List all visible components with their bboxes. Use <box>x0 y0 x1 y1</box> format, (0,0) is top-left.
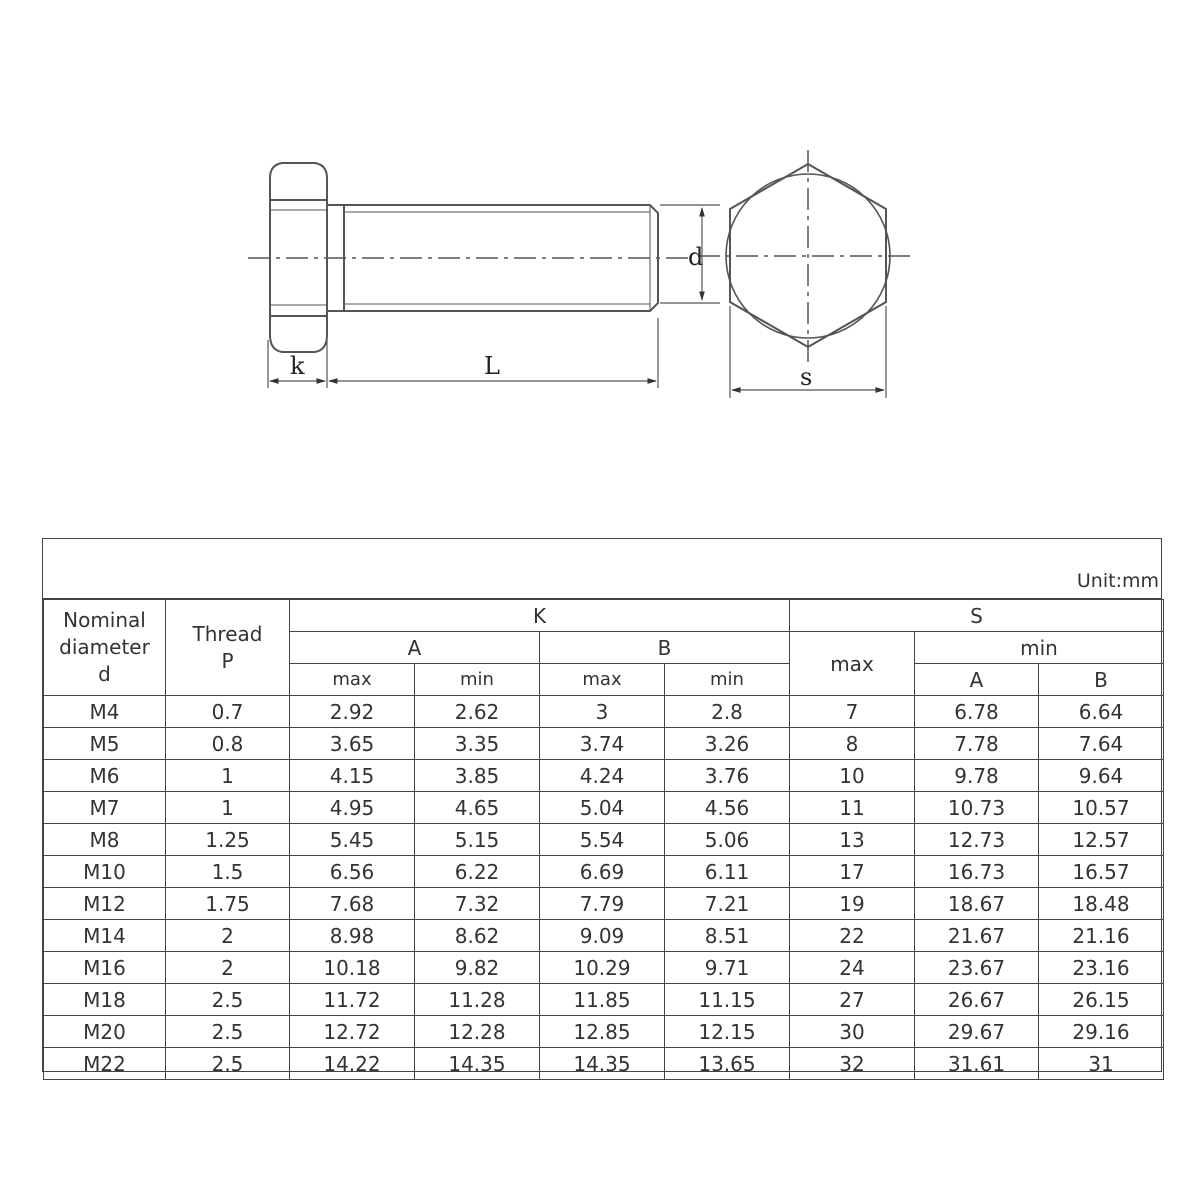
spec-grid <box>43 599 1164 1080</box>
cell-s-max: 30 <box>790 1016 915 1048</box>
cell-size: M12 <box>44 888 166 920</box>
cell-thread-pitch: 2.5 <box>166 1016 290 1048</box>
table-row <box>44 984 1164 1016</box>
cell-size: M16 <box>44 952 166 984</box>
cell-k-b-max: 6.69 <box>540 856 665 888</box>
cell-s-min-a: 10.73 <box>915 792 1039 824</box>
cell-thread-pitch: 1 <box>166 760 290 792</box>
cell-s-max: 17 <box>790 856 915 888</box>
cell-size: M22 <box>44 1048 166 1080</box>
cell-k-b-min: 4.56 <box>665 792 790 824</box>
cell-s-min-b: 7.64 <box>1039 728 1164 760</box>
cell-k-a-min: 9.82 <box>415 952 540 984</box>
cell-size: M18 <box>44 984 166 1016</box>
cell-s-min-b: 6.64 <box>1039 696 1164 728</box>
header-s: S <box>790 600 1164 632</box>
cell-k-b-max: 5.54 <box>540 824 665 856</box>
cell-k-b-min: 13.65 <box>665 1048 790 1080</box>
cell-k-a-min: 6.22 <box>415 856 540 888</box>
cell-k-b-max: 5.04 <box>540 792 665 824</box>
cell-s-max: 19 <box>790 888 915 920</box>
cell-k-b-min: 11.15 <box>665 984 790 1016</box>
cell-k-a-min: 7.32 <box>415 888 540 920</box>
cell-k-a-max: 6.56 <box>290 856 415 888</box>
cell-s-max: 11 <box>790 792 915 824</box>
cell-k-b-min: 3.76 <box>665 760 790 792</box>
cell-k-b-min: 9.71 <box>665 952 790 984</box>
cell-thread-pitch: 0.7 <box>166 696 290 728</box>
cell-s-min-a: 7.78 <box>915 728 1039 760</box>
cell-size: M20 <box>44 1016 166 1048</box>
cell-k-b-max: 14.35 <box>540 1048 665 1080</box>
cell-size: M7 <box>44 792 166 824</box>
cell-k-b-min: 7.21 <box>665 888 790 920</box>
cell-k-a-min: 12.28 <box>415 1016 540 1048</box>
cell-k-a-max: 12.72 <box>290 1016 415 1048</box>
unit-row <box>43 539 1161 599</box>
cell-k-a-max: 8.98 <box>290 920 415 952</box>
s-label: s <box>800 363 813 391</box>
cell-k-b-min: 3.26 <box>665 728 790 760</box>
cell-s-min-b: 10.57 <box>1039 792 1164 824</box>
header-nominal-diameter: Nominal diameter d <box>44 600 166 696</box>
cell-k-a-max: 10.18 <box>290 952 415 984</box>
cell-s-min-b: 12.57 <box>1039 824 1164 856</box>
header-k-a-min: min <box>415 664 540 696</box>
cell-k-a-max: 14.22 <box>290 1048 415 1080</box>
cell-k-a-min: 14.35 <box>415 1048 540 1080</box>
d-label: d <box>688 243 704 271</box>
cell-thread-pitch: 2 <box>166 952 290 984</box>
cell-size: M4 <box>44 696 166 728</box>
cell-s-max: 32 <box>790 1048 915 1080</box>
header-k-a: A <box>290 632 540 664</box>
cell-k-a-min: 4.65 <box>415 792 540 824</box>
cell-k-a-max: 5.45 <box>290 824 415 856</box>
cell-thread-pitch: 2.5 <box>166 1048 290 1080</box>
cell-size: M14 <box>44 920 166 952</box>
table-row <box>44 760 1164 792</box>
cell-k-b-max: 12.85 <box>540 1016 665 1048</box>
cell-s-min-b: 23.16 <box>1039 952 1164 984</box>
cell-k-b-max: 7.79 <box>540 888 665 920</box>
cell-thread-pitch: 2 <box>166 920 290 952</box>
header-k-b-max: max <box>540 664 665 696</box>
cell-s-min-a: 31.61 <box>915 1048 1039 1080</box>
cell-s-max: 10 <box>790 760 915 792</box>
header-k-b-min: min <box>665 664 790 696</box>
header-s-min-a: A <box>915 664 1039 696</box>
header-k-a-max: max <box>290 664 415 696</box>
table-row <box>44 1048 1164 1080</box>
cell-size: M5 <box>44 728 166 760</box>
cell-k-b-max: 3 <box>540 696 665 728</box>
cell-k-b-max: 10.29 <box>540 952 665 984</box>
table-row <box>44 792 1164 824</box>
cell-s-min-a: 16.73 <box>915 856 1039 888</box>
cell-s-min-b: 29.16 <box>1039 1016 1164 1048</box>
cell-thread-pitch: 0.8 <box>166 728 290 760</box>
cell-k-a-min: 11.28 <box>415 984 540 1016</box>
cell-k-a-max: 7.68 <box>290 888 415 920</box>
cell-s-min-a: 18.67 <box>915 888 1039 920</box>
cell-s-min-b: 26.15 <box>1039 984 1164 1016</box>
cell-k-a-max: 2.92 <box>290 696 415 728</box>
header-thread: Thread P <box>166 600 290 696</box>
cell-k-b-max: 3.74 <box>540 728 665 760</box>
cell-s-min-a: 12.73 <box>915 824 1039 856</box>
header-s-min: min <box>915 632 1164 664</box>
cell-s-min-a: 26.67 <box>915 984 1039 1016</box>
table-row <box>44 728 1164 760</box>
cell-k-b-max: 9.09 <box>540 920 665 952</box>
table-row <box>44 952 1164 984</box>
cell-s-min-b: 18.48 <box>1039 888 1164 920</box>
cell-thread-pitch: 1.25 <box>166 824 290 856</box>
cell-s-min-a: 21.67 <box>915 920 1039 952</box>
cell-k-b-min: 8.51 <box>665 920 790 952</box>
header-k-b: B <box>540 632 790 664</box>
cell-s-min-a: 9.78 <box>915 760 1039 792</box>
table-row <box>44 696 1164 728</box>
cell-size: M6 <box>44 760 166 792</box>
cell-k-b-max: 11.85 <box>540 984 665 1016</box>
k-label: k <box>290 352 305 380</box>
unit-label: Unit:mm <box>1076 570 1159 592</box>
cell-k-b-max: 4.24 <box>540 760 665 792</box>
table-row <box>44 824 1164 856</box>
bolt-spec-table <box>42 538 1162 1076</box>
cell-k-a-max: 11.72 <box>290 984 415 1016</box>
cell-k-a-min: 8.62 <box>415 920 540 952</box>
header-s-max: max <box>790 632 915 696</box>
table-row <box>44 888 1164 920</box>
cell-k-b-min: 6.11 <box>665 856 790 888</box>
cell-s-max: 22 <box>790 920 915 952</box>
cell-thread-pitch: 1.75 <box>166 888 290 920</box>
header-k: K <box>290 600 790 632</box>
table-row <box>44 920 1164 952</box>
hex-bolt-drawing <box>0 0 1200 520</box>
cell-k-b-min: 12.15 <box>665 1016 790 1048</box>
cell-size: M8 <box>44 824 166 856</box>
cell-s-min-b: 31 <box>1039 1048 1164 1080</box>
cell-s-max: 24 <box>790 952 915 984</box>
cell-k-b-min: 5.06 <box>665 824 790 856</box>
cell-s-min-b: 16.57 <box>1039 856 1164 888</box>
cell-s-min-a: 23.67 <box>915 952 1039 984</box>
cell-k-a-min: 5.15 <box>415 824 540 856</box>
cell-s-max: 13 <box>790 824 915 856</box>
cell-s-max: 27 <box>790 984 915 1016</box>
cell-s-min-a: 29.67 <box>915 1016 1039 1048</box>
cell-k-a-max: 4.15 <box>290 760 415 792</box>
cell-s-min-b: 9.64 <box>1039 760 1164 792</box>
cell-thread-pitch: 1 <box>166 792 290 824</box>
cell-s-min-b: 21.16 <box>1039 920 1164 952</box>
cell-s-max: 7 <box>790 696 915 728</box>
cell-thread-pitch: 1.5 <box>166 856 290 888</box>
cell-s-max: 8 <box>790 728 915 760</box>
cell-s-min-a: 6.78 <box>915 696 1039 728</box>
header-s-min-b: B <box>1039 664 1164 696</box>
cell-k-b-min: 2.8 <box>665 696 790 728</box>
table-row <box>44 1016 1164 1048</box>
cell-k-a-max: 4.95 <box>290 792 415 824</box>
table-row <box>44 856 1164 888</box>
cell-k-a-max: 3.65 <box>290 728 415 760</box>
L-label: L <box>484 352 500 380</box>
cell-k-a-min: 3.35 <box>415 728 540 760</box>
cell-size: M10 <box>44 856 166 888</box>
cell-k-a-min: 2.62 <box>415 696 540 728</box>
cell-thread-pitch: 2.5 <box>166 984 290 1016</box>
cell-k-a-min: 3.85 <box>415 760 540 792</box>
